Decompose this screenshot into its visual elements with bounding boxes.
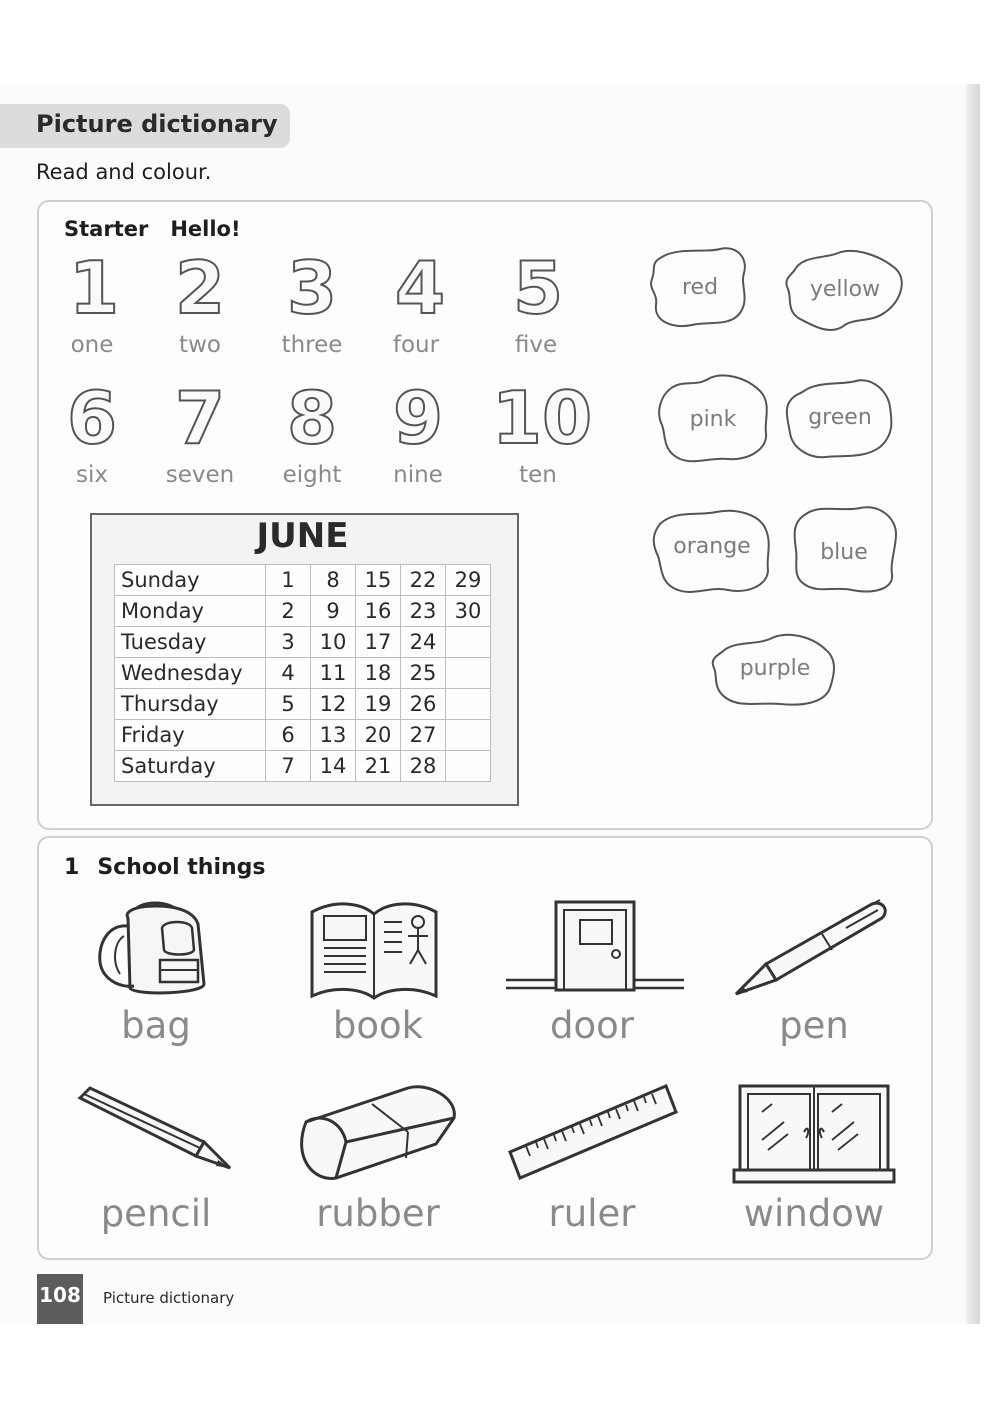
calendar-date-cell: 4 [266,658,311,689]
calendar-date-cell [446,627,491,658]
calendar-date-cell: 17 [356,627,401,658]
calendar-date-cell: 22 [401,565,446,596]
window-icon [732,1082,896,1186]
calendar-day-name: Tuesday [115,627,266,658]
calendar-day-name: Thursday [115,689,266,720]
calendar-date-cell: 8 [311,565,356,596]
item-word-rubber: rubber [316,1192,440,1235]
item-word-ruler: ruler [548,1192,636,1235]
number-3-digit: 3 [286,246,338,330]
number-3-word: three [281,332,343,358]
calendar-date-cell: 15 [356,565,401,596]
calendar-date-cell: 14 [311,751,356,782]
number-1-word: one [70,332,114,358]
calendar-date-cell: 16 [356,596,401,627]
number-8-word: eight [282,462,342,488]
colour-blob-green [784,377,896,463]
calendar-date-cell: 23 [401,596,446,627]
page-number: 108 [39,1283,81,1307]
pencil-icon [72,1086,236,1176]
calendar-date-cell: 12 [311,689,356,720]
section-heading [64,855,266,880]
colour-label-blue: blue [820,540,868,565]
calendar-row [115,720,491,751]
number-8-digit: 8 [286,376,338,460]
calendar-day-name: Friday [115,720,266,751]
section-title: School things [97,855,266,880]
calendar-date-cell: 27 [401,720,446,751]
calendar-date-cell: 30 [446,596,491,627]
calendar-date-cell: 3 [266,627,311,658]
calendar-date-cell: 13 [311,720,356,751]
number-6-digit: 6 [66,376,118,460]
pen-icon [730,898,894,1000]
colour-blob-orange [650,506,774,598]
calendar-row [115,751,491,782]
calendar-day-name: Monday [115,596,266,627]
calendar-date-cell [446,720,491,751]
calendar-row [115,658,491,689]
calendar-date-cell: 2 [266,596,311,627]
instruction: Read and colour. [36,160,212,184]
calendar-date-cell: 18 [356,658,401,689]
starter-label: Starter [64,217,149,241]
calendar-row [115,627,491,658]
bag-icon [94,898,218,998]
number-9-digit: 9 [392,376,444,460]
item-word-book: book [332,1004,424,1047]
item-word-pen: pen [779,1004,849,1047]
number-9-word: nine [393,462,443,488]
item-word-window: window [743,1192,885,1235]
number-1-digit: 1 [68,246,120,330]
calendar-date-cell: 19 [356,689,401,720]
colour-label-orange: orange [673,534,751,559]
colour-label-green: green [808,405,872,430]
calendar-date-cell: 26 [401,689,446,720]
calendar-date-cell: 25 [401,658,446,689]
calendar-date-cell: 20 [356,720,401,751]
door-icon [504,898,686,994]
number-2-digit: 2 [174,246,226,330]
page-edge [966,84,980,1324]
calendar-date-cell: 11 [311,658,356,689]
calendar-date-cell: 1 [266,565,311,596]
calendar-day-name: Saturday [115,751,266,782]
calendar-row [115,596,491,627]
book-icon [304,892,444,1002]
colour-blob-purple [710,632,840,712]
calendar-date-cell: 29 [446,565,491,596]
colour-blob-yellow [784,249,906,333]
section-number: 1 [64,855,80,880]
number-5-digit: 5 [512,246,564,330]
colour-blob-pink [656,373,770,465]
number-6-word: six [76,462,108,488]
page-title: Picture dictionary [36,110,278,138]
colour-blob-red [648,245,752,331]
calendar-date-cell: 28 [401,751,446,782]
number-10-digit: 10 [491,376,593,460]
calendar-date-cell: 21 [356,751,401,782]
calendar-day-name: Wednesday [115,658,266,689]
number-7-digit: 7 [174,376,226,460]
calendar-day-name: Sunday [115,565,266,596]
number-4-word: four [392,332,440,358]
item-word-bag: bag [121,1004,191,1047]
number-4-digit: 4 [394,246,446,330]
calendar-date-cell [446,658,491,689]
calendar-date-cell [446,751,491,782]
colour-label-red: red [681,275,719,300]
number-2-word: two [179,332,221,358]
number-7-word: seven [165,462,235,488]
calendar-date-cell [446,689,491,720]
ruler-icon [506,1084,680,1184]
calendar-date-cell: 6 [266,720,311,751]
starter-heading [64,217,263,241]
colour-label-purple: purple [739,656,811,681]
calendar-date-cell: 24 [401,627,446,658]
item-word-door: door [550,1004,634,1047]
number-5-word: five [514,332,558,358]
calendar-date-cell: 7 [266,751,311,782]
footer-label: Picture dictionary [103,1289,235,1307]
calendar-date-cell: 9 [311,596,356,627]
starter-title: Hello! [170,217,241,241]
calendar-date-cell: 10 [311,627,356,658]
item-word-pencil: pencil [100,1192,212,1235]
colour-label-pink: pink [689,407,737,432]
calendar-table [114,564,491,782]
calendar-row [115,689,491,720]
calendar-row [115,565,491,596]
number-10-word: ten [519,462,557,488]
colour-label-yellow: yellow [809,277,881,302]
colour-blob-blue [788,504,900,596]
rubber-icon [288,1082,460,1182]
calendar-date-cell: 5 [266,689,311,720]
calendar-month: JUNE [256,516,349,556]
